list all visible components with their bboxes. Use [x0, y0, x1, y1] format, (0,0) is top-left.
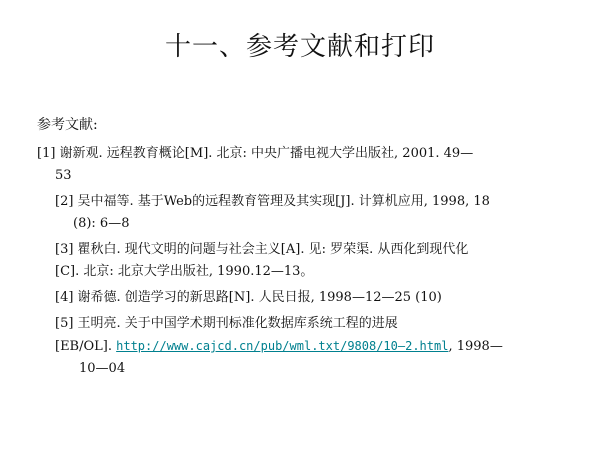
reference-item-5	[37, 313, 577, 380]
slide-title: 十一、参考文献和打印	[164, 32, 435, 62]
references-heading: 参考文献:	[37, 117, 98, 133]
reference-2-line-2: (8): 6—8	[73, 216, 130, 231]
reference-1-line-2: 53	[55, 168, 72, 183]
reference-5-line-1: [5] 王明亮. 关于中国学术期刊标准化数据库系统工程的进展	[55, 316, 398, 331]
reference-5-type: [EB/OL].	[55, 339, 117, 354]
reference-5-date-start: , 1998—	[448, 339, 503, 354]
reference-5-line-3: 10—04	[79, 361, 126, 376]
reference-2-line-1: [2] 吴中福等. 基于Web的远程教育管理及其实现[J]. 计算机应用, 1998, 18	[55, 194, 490, 209]
reference-item-1	[37, 143, 577, 187]
reference-3-line-2: [C]. 北京: 北京大学出版社, 1990.12—13。	[55, 264, 314, 279]
reference-item-4	[37, 287, 577, 309]
reference-item-2	[37, 191, 577, 235]
reference-list	[37, 143, 577, 384]
reference-3-line-1: [3] 瞿秋白. 现代文明的问题与社会主义[A]. 见: 罗荣渠. 从西化到现代化	[55, 242, 469, 257]
reference-item-3	[37, 239, 577, 283]
reference-1-line-1: [1] 谢新观. 远程教育概论[M]. 北京: 中央广播电视大学出版社, 2001. 49—	[37, 146, 474, 161]
reference-5-line-2	[55, 335, 577, 358]
reference-5-url-link[interactable]: http://www.cajcd.cn/pub/wml.txt/9808/10—2.html	[116, 339, 449, 353]
reference-4-line-1: [4] 谢希德. 创造学习的新思路[N]. 人民日报, 1998—12—25 (10)	[55, 290, 442, 305]
